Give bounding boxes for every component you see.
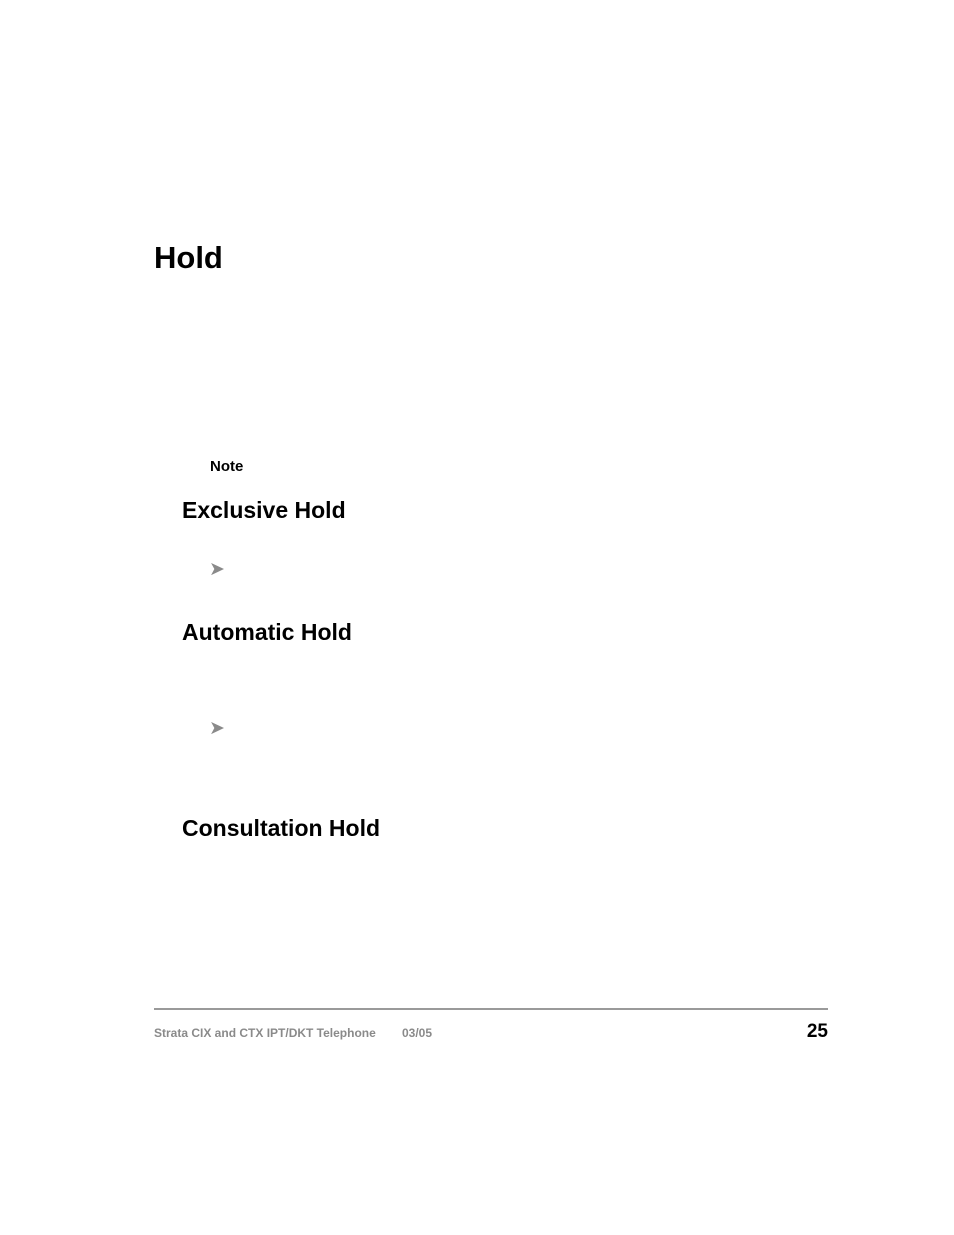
note-label: Note bbox=[210, 458, 244, 475]
page-title: Hold bbox=[154, 240, 223, 275]
footer-divider bbox=[154, 1008, 828, 1010]
arrow-bullet-icon: ➤ bbox=[209, 718, 225, 739]
section-heading-exclusive-hold: Exclusive Hold bbox=[182, 497, 346, 523]
footer-doc-title: Strata CIX and CTX IPT/DKT Telephone bbox=[154, 1026, 376, 1040]
footer-date: 03/05 bbox=[402, 1026, 433, 1040]
page-number: 25 bbox=[806, 1021, 828, 1042]
arrow-bullet-icon: ➤ bbox=[209, 559, 225, 580]
section-heading-consultation-hold: Consultation Hold bbox=[182, 815, 381, 841]
section-heading-automatic-hold: Automatic Hold bbox=[182, 619, 352, 645]
